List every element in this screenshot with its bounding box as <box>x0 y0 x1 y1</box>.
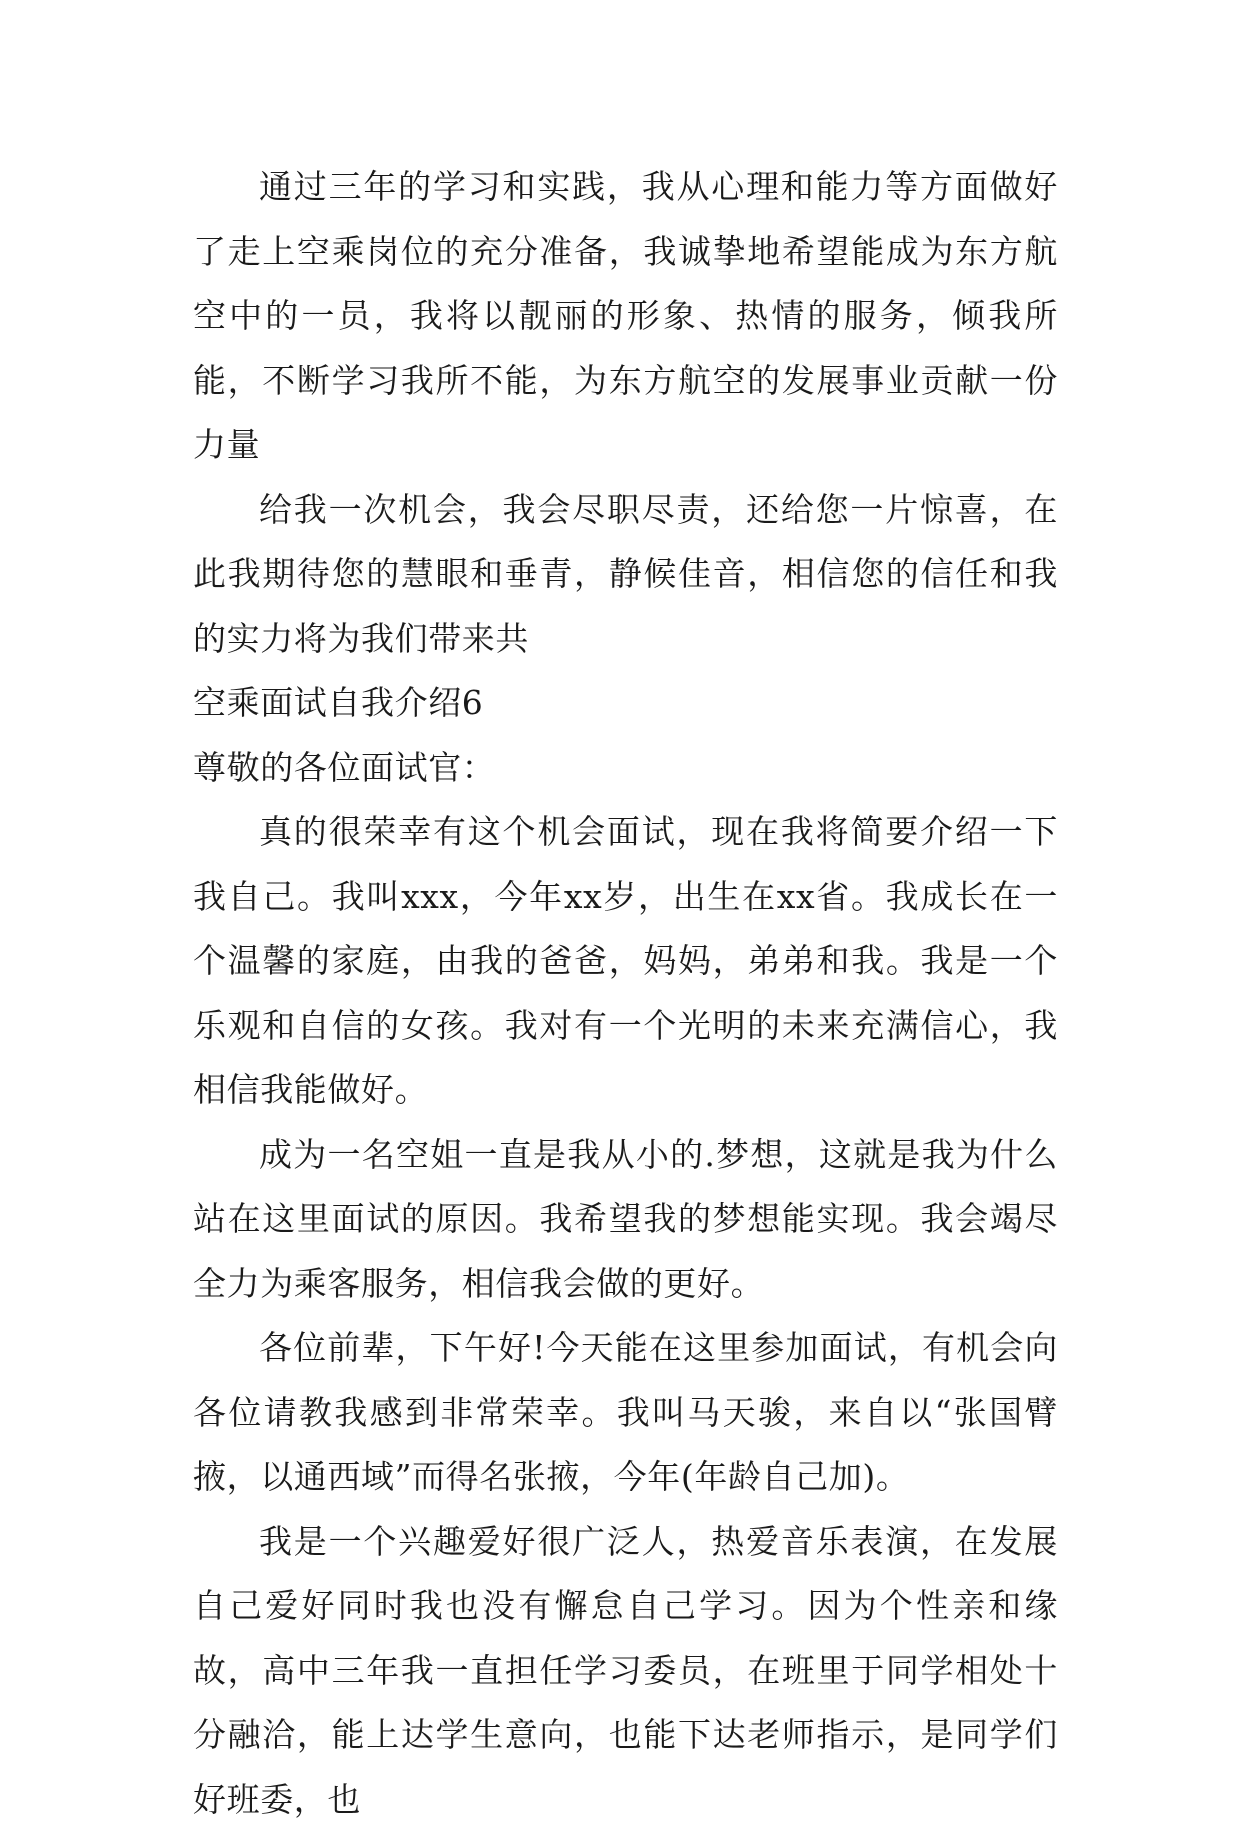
paragraph: 通过三年的学习和实践，我从心理和能力等方面做好了走上空乘岗位的充分准备，我诚挚地希望能成为东方航空中的一员，我将以靓丽的形象、热情的服务，倾我所能，不断学习我所不能，为东方航空的发展事业贡献一份力量 <box>193 155 1058 478</box>
paragraph: 真的很荣幸有这个机会面试，现在我将简要介绍一下我自己。我叫xxx，今年xx岁，出生在xx省。我成长在一个温馨的家庭，由我的爸爸，妈妈，弟弟和我。我是一个乐观和自信的女孩。我对有一个光明的未来充满信心，我相信我能做好。 <box>193 800 1058 1123</box>
paragraph: 给我一次机会，我会尽职尽责，还给您一片惊喜，在此我期待您的慧眼和垂青，静候佳音，相信您的信任和我的实力将为我们带来共 <box>193 478 1058 672</box>
paragraph: 各位前辈，下午好!今天能在这里参加面试，有机会向各位请教我感到非常荣幸。我叫马天骏，来自以“张国臂掖，以通西域”而得名张掖，今年(年龄自己加)。 <box>193 1316 1058 1510</box>
paragraph: 成为一名空姐一直是我从小的.梦想，这就是我为什么站在这里面试的原因。我希望我的梦想能实现。我会竭尽全力为乘客服务，相信我会做的更好。 <box>193 1123 1058 1317</box>
salutation: 尊敬的各位面试官： <box>193 736 1058 801</box>
paragraph: 我是一个兴趣爱好很广泛人，热爱音乐表演，在发展自己爱好同时我也没有懈怠自己学习。因为个性亲和缘故，高中三年我一直担任学习委员，在班里于同学相处十分融洽，能上达学生意向，也能下达老师指示，是同学们好班委，也 <box>193 1510 1058 1832</box>
section-heading: 空乘面试自我介绍6 <box>193 671 1058 736</box>
document-body <box>193 155 1058 1832</box>
